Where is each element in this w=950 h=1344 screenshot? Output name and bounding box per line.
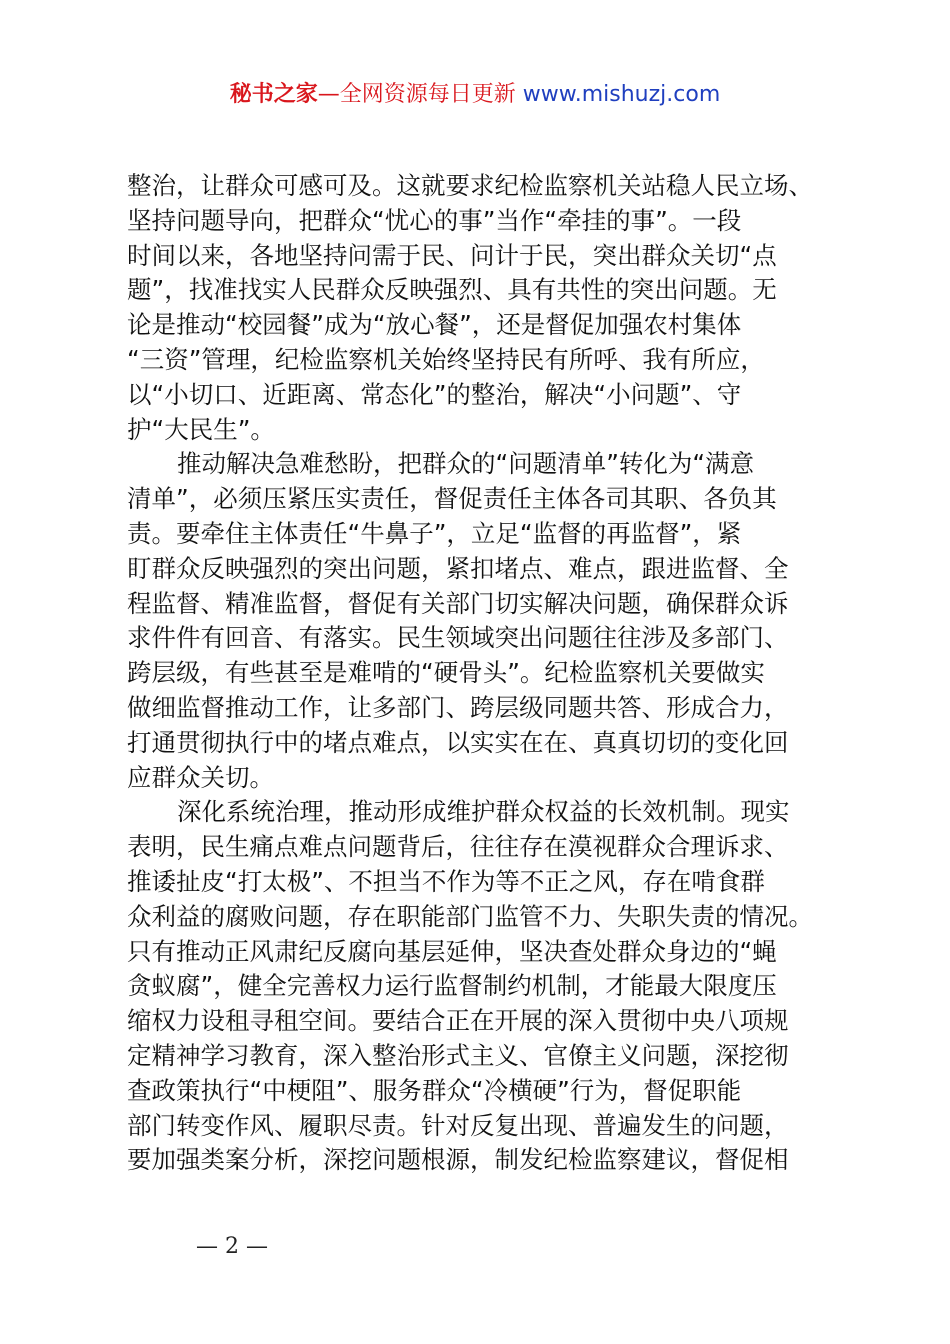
text-line: 应群众关切。: [127, 762, 274, 792]
text-line: 责。要牵住主体责任“牛鼻子”，立足“监督的再监督”，紧: [127, 518, 742, 548]
page-number: — 2 —: [196, 1234, 268, 1259]
document-body: [127, 169, 837, 1178]
text-line: 盯群众反映强烈的突出问题，紧扣堵点、难点，跟进监督、全: [127, 553, 789, 583]
text-line: 打通贯彻执行中的堵点难点，以实实在在、真真切切的变化回: [127, 727, 789, 757]
text-line: 贪蚁腐”，健全完善权力运行监督制约机制，才能最大限度压: [127, 971, 777, 1001]
paragraph-3: [127, 795, 837, 1178]
text-line: 表明，民生痛点难点问题背后，往往存在漠视群众合理诉求、: [127, 832, 789, 862]
text-line: 时间以来，各地坚持问需于民、问计于民，突出群众关切“点: [127, 240, 777, 270]
text-line: 做细监督推动工作，让多部门、跨层级同题共答、形成合力，: [127, 692, 789, 722]
site-tagline: —全网资源每日更新: [317, 82, 516, 107]
text-line: “三资”管理，纪检监察机关始终坚持民有所呼、我有所应，: [127, 344, 765, 374]
text-line: 部门转变作风、履职尽责。针对反复出现、普遍发生的问题，: [127, 1110, 789, 1140]
site-header: [0, 80, 950, 110]
text-line: 论是推动“校园餐”成为“放心餐”，还是督促加强农村集体: [127, 310, 742, 340]
text-line: 以“小切口、近距离、常态化”的整治，解决“小问题”、守: [127, 379, 742, 409]
paragraph-1: [127, 169, 837, 447]
text-line: 深化系统治理，推动形成维护群众权益的长效机制。现实: [177, 797, 790, 827]
text-line: 坚持问题导向，把群众“忧心的事”当作“牵挂的事”。一段: [127, 205, 742, 235]
paragraph-2: [127, 447, 837, 795]
site-url-link[interactable]: www.mishuzj.com: [522, 82, 721, 107]
text-line: 跨层级，有些甚至是难啃的“硬骨头”。纪检监察机关要做实: [127, 658, 765, 688]
text-line: 众利益的腐败问题，存在职能部门监管不力、失职失责的情况。: [127, 901, 813, 931]
text-line: 缩权力设租寻租空间。要结合正在开展的深入贯彻中央八项规: [127, 1006, 789, 1036]
text-line: 整治，让群众可感可及。这就要求纪检监察机关站稳人民立场、: [127, 171, 813, 200]
text-line: 护“大民生”。: [127, 414, 275, 444]
text-line: 查政策执行“中梗阻”、服务群众“冷横硬”行为，督促职能: [127, 1075, 742, 1105]
text-line: 清单”，必须压紧压实责任，督促责任主体各司其职、各负其: [127, 484, 777, 514]
text-line: 定精神学习教育，深入整治形式主义、官僚主义问题，深挖彻: [127, 1040, 789, 1070]
text-line: 要加强类案分析，深挖问题根源，制发纪检监察建议，督促相: [127, 1145, 789, 1175]
text-line: 只有推动正风肃纪反腐向基层延伸，坚决查处群众身边的“蝇: [127, 936, 777, 966]
text-line: 程监督、精准监督，督促有关部门切实解决问题，确保群众诉: [127, 588, 789, 618]
text-line: 推动解决急难愁盼，把群众的“问题清单”转化为“满意: [177, 449, 755, 479]
site-brand: 秘书之家: [229, 82, 318, 107]
text-line: 求件件有回音、有落实。民生领域突出问题往往涉及多部门、: [127, 623, 789, 653]
text-line: 题”，找准找实人民群众反映强烈、具有共性的突出问题。无: [127, 275, 777, 305]
text-line: 推诿扯皮“打太极”、不担当不作为等不正之风，存在啃食群: [127, 866, 765, 896]
